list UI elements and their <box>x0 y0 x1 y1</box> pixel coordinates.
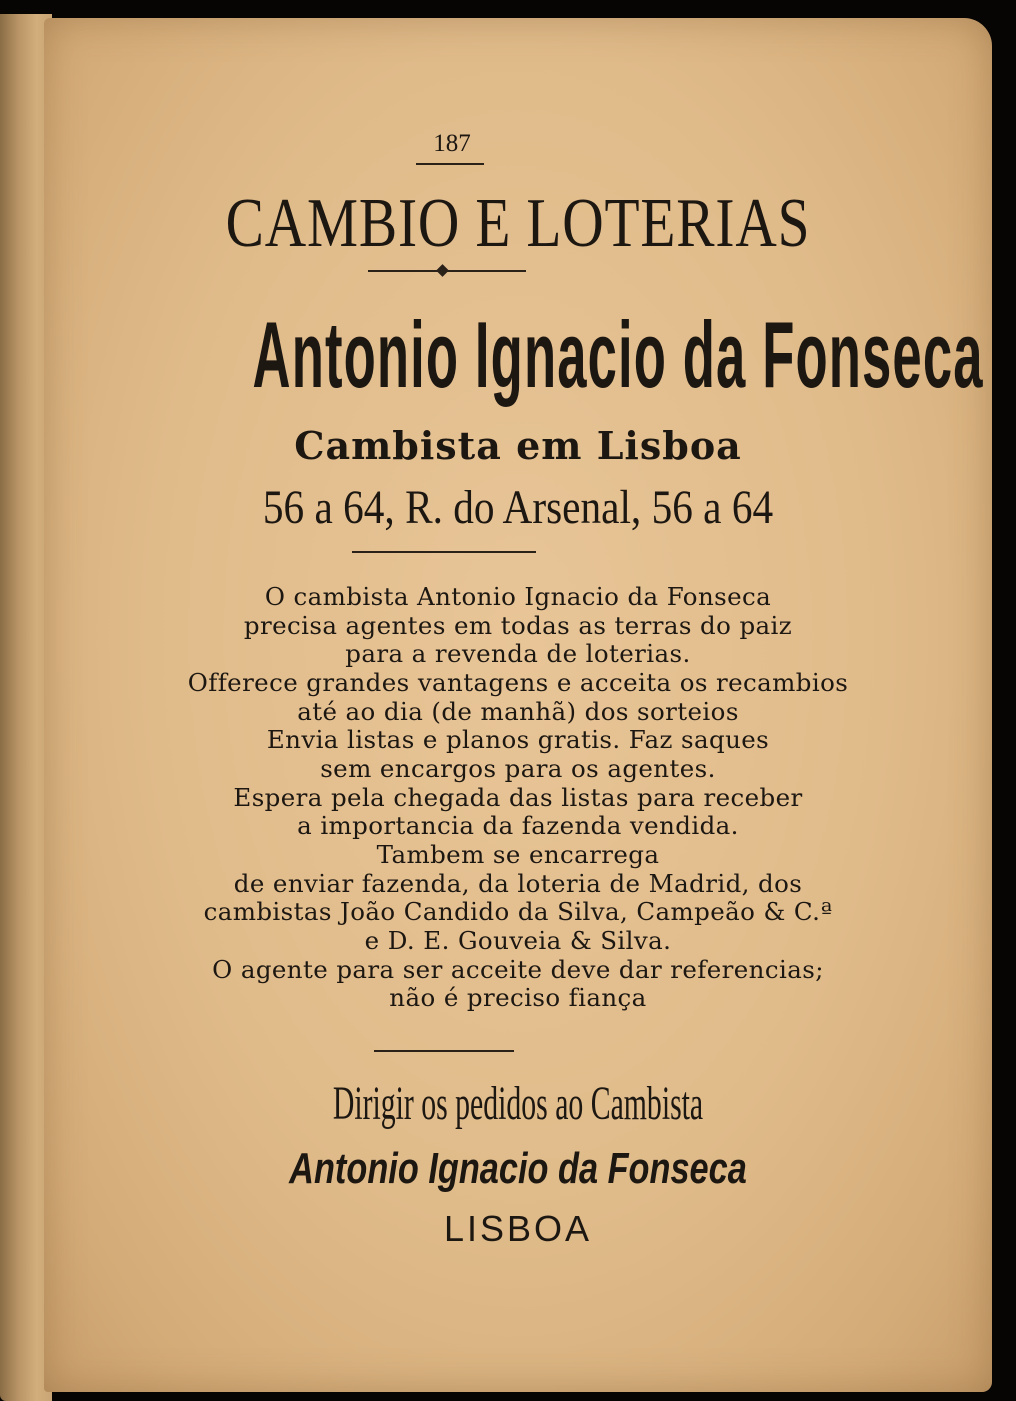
page-number: 187 <box>433 130 471 157</box>
body-line: e D. E. Gouveia & Silva. <box>364 926 672 955</box>
recipient-city: LISBOA <box>443 1208 593 1249</box>
ordering-instruction: Dirigir os pedidos ao Cambista <box>332 1077 704 1130</box>
body-line: de enviar fazenda, da loteria de Madrid, dos <box>233 869 803 898</box>
merchant-name-heading: Antonio Ignacio da Fonseca <box>252 302 984 407</box>
section-title: CAMBIO E LOTERIAS <box>225 185 811 262</box>
body-line: para a revenda de loterias. <box>345 639 691 668</box>
body-line: não é preciso fiança <box>389 983 647 1012</box>
divider-rule-upper <box>352 551 536 553</box>
body-line: sem encargos para os agentes. <box>320 754 716 783</box>
divider-rule-lower <box>374 1050 514 1052</box>
ornament-diamond-icon <box>436 264 449 277</box>
body-line: Envia listas e planos gratis. Faz saques <box>266 725 770 754</box>
page-number-rule <box>416 163 484 165</box>
body-line: O agente para ser acceite deve dar referencias; <box>212 955 824 984</box>
body-line: Tambem se encarrega <box>376 840 660 869</box>
body-line: precisa agentes em todas as terras do paiz <box>243 611 793 640</box>
body-line: Espera pela chegada das listas para receber <box>233 783 803 812</box>
body-line: cambistas João Candido da Silva, Campeão & C.ª <box>203 897 833 926</box>
body-line: O cambista Antonio Ignacio da Fonseca <box>264 582 772 611</box>
merchant-title: Cambista em Lisboa <box>294 423 742 468</box>
body-line: Offerece grandes vantagens e acceita os recambios <box>187 668 849 697</box>
body-line: até ao dia (de manhã) dos sorteios <box>297 697 739 726</box>
recipient-name: Antonio Ignacio da Fonseca <box>289 1144 747 1193</box>
merchant-address: 56 a 64, R. do Arsenal, 56 a 64 <box>262 481 774 534</box>
body-line: a importancia da fazenda vendida. <box>297 811 739 840</box>
book-page <box>44 18 992 1392</box>
